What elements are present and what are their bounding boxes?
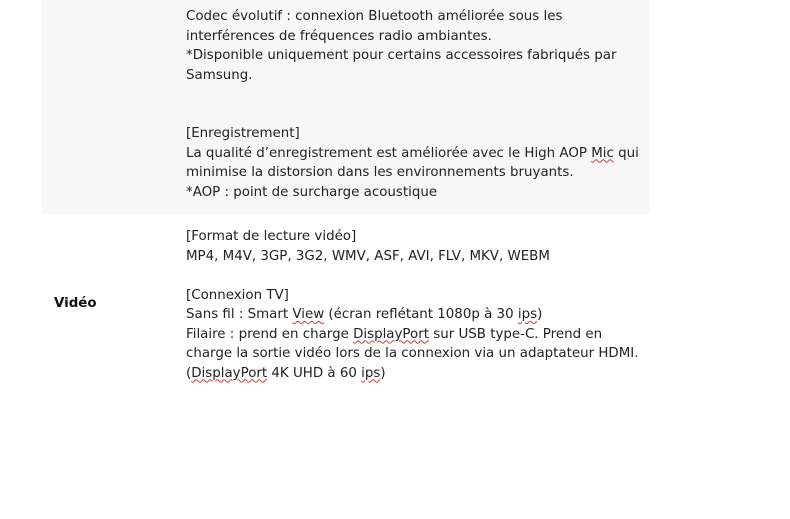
paren-close: ) [380, 365, 386, 381]
codec-line-1: Codec évolutif : connexion Bluetooth améliorée sous les [186, 9, 563, 24]
wired-end: sur USB type-C. Prend en [428, 326, 603, 342]
video-spec-text [186, 227, 646, 383]
codec-line-2: interférences de fréquences radio ambiantes. [186, 28, 492, 44]
recording-heading: [Enregistrement] [186, 126, 300, 141]
wireless-middle: (écran reflétant 1080p à 30 [324, 307, 518, 322]
availability-line-2: Samsung. [186, 67, 253, 83]
spellcheck-word-ips: ips [517, 307, 538, 322]
displayport-spec-line [186, 364, 646, 384]
recording-line-1 [186, 144, 646, 164]
displayport-spec: 4K UHD à 60 [267, 365, 362, 381]
spellcheck-word-mic: Mic [591, 145, 614, 161]
availability-line-1: *Disponible uniquement pour certains accessoires fabriqués par [186, 48, 617, 63]
wired-start: Filaire : prend en charge [186, 326, 354, 342]
wired-line-2: charge la sortie vidéo lors de la connexion via un adaptateur HDMI. [186, 346, 639, 361]
spellcheck-word-view: View [292, 307, 325, 322]
spec-row-audio [42, 0, 650, 214]
paren-open: ( [186, 365, 192, 381]
spacer [186, 266, 646, 286]
format-heading: [Format de lecture vidéo] [186, 229, 357, 244]
video-row-label: Vidéo [54, 296, 97, 311]
recording-line-2: minimise la distorsion dans les environnements bruyants. [186, 165, 574, 180]
wireless-start: Sans fil : Smart [186, 307, 293, 322]
wireless-line [186, 305, 646, 325]
recording-line-1-start: La qualité d’enregistrement est améliorée avec le High AOP [186, 145, 592, 161]
spec-row-video [42, 214, 650, 394]
aop-footnote: *AOP : point de surcharge acoustique [186, 184, 438, 200]
wired-line-1 [186, 325, 646, 345]
audio-spec-text [186, 7, 646, 202]
spellcheck-word-displayport-2: DisplayPort [191, 365, 268, 381]
format-list: MP4, M4V, 3GP, 3G2, WMV, ASF, AVI, FLV, MKV, WEBM [186, 248, 550, 264]
spacer [186, 85, 646, 124]
spellcheck-word-ips-2: ips [361, 365, 381, 381]
spellcheck-word-displayport: DisplayPort [353, 326, 429, 342]
tv-heading: [Connexion TV] [186, 287, 289, 303]
recording-line-1-end: qui [613, 145, 639, 161]
wireless-end: ) [537, 307, 543, 322]
